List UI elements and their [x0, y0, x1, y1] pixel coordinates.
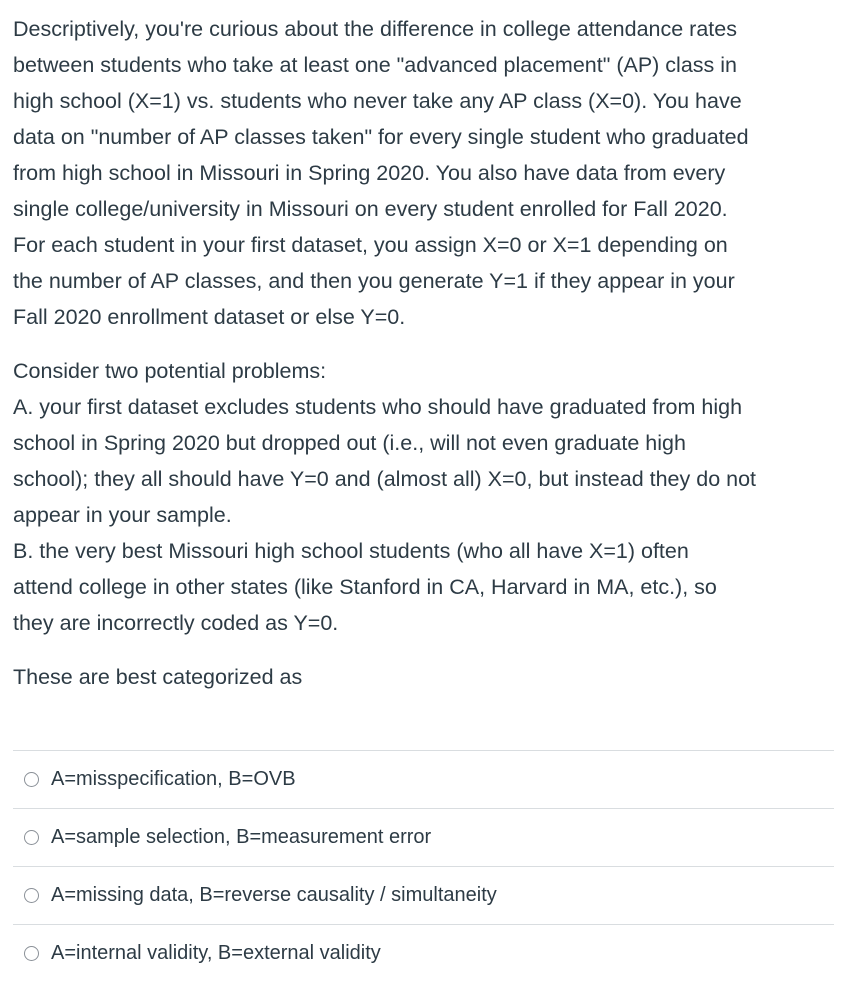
answer-label[interactable]: A=sample selection, B=measurement error — [51, 826, 432, 848]
text-line: they are incorrectly coded as Y=0. — [13, 611, 339, 635]
text-line: single college/university in Missouri on every student enrolled for Fall 2020. — [13, 197, 728, 221]
text-line: attend college in other states (like Stanford in CA, Harvard in MA, etc.), so — [13, 575, 717, 599]
answer-option-4[interactable] — [13, 924, 834, 982]
text-line: These are best categorized as — [13, 665, 303, 689]
radio-button[interactable] — [24, 830, 39, 845]
text-line: from high school in Missouri in Spring 2020. You also have data from every — [13, 161, 726, 185]
radio-button[interactable] — [24, 946, 39, 961]
text-line: high school (X=1) vs. students who never take any AP class (X=0). You have — [13, 89, 742, 113]
question-paragraph-1 — [13, 11, 843, 335]
text-line: school in Spring 2020 but dropped out (i.e., will not even graduate high — [13, 431, 686, 455]
text-line: Descriptively, you're curious about the difference in college attendance rates — [13, 17, 737, 41]
text-line: appear in your sample. — [13, 503, 232, 527]
question-prompt — [13, 11, 843, 695]
radio-button[interactable] — [24, 772, 39, 787]
text-line: school); they all should have Y=0 and (almost all) X=0, but instead they do not — [13, 467, 757, 491]
answer-label[interactable]: A=missing data, B=reverse causality / simultaneity — [51, 884, 497, 906]
question-paragraph-2 — [13, 353, 843, 641]
answer-label[interactable]: A=internal validity, B=external validity — [51, 942, 381, 964]
answer-option-2[interactable] — [13, 808, 834, 866]
question-paragraph-3 — [13, 659, 843, 695]
text-line: Consider two potential problems: — [13, 359, 327, 383]
radio-button[interactable] — [24, 888, 39, 903]
text-line: data on "number of AP classes taken" for every single student who graduated — [13, 125, 749, 149]
answer-option-1[interactable] — [13, 750, 834, 808]
text-line: B. the very best Missouri high school students (who all have X=1) often — [13, 539, 689, 563]
text-line: For each student in your first dataset, you assign X=0 or X=1 depending on — [13, 233, 728, 257]
answer-list — [13, 750, 834, 982]
text-line: the number of AP classes, and then you generate Y=1 if they appear in your — [13, 269, 735, 293]
text-line: between students who take at least one "advanced placement" (AP) class in — [13, 53, 737, 77]
text-line: Fall 2020 enrollment dataset or else Y=0. — [13, 305, 406, 329]
text-line: A. your first dataset excludes students who should have graduated from high — [13, 395, 743, 419]
answer-label[interactable]: A=misspecification, B=OVB — [51, 768, 296, 790]
answer-option-3[interactable] — [13, 866, 834, 924]
